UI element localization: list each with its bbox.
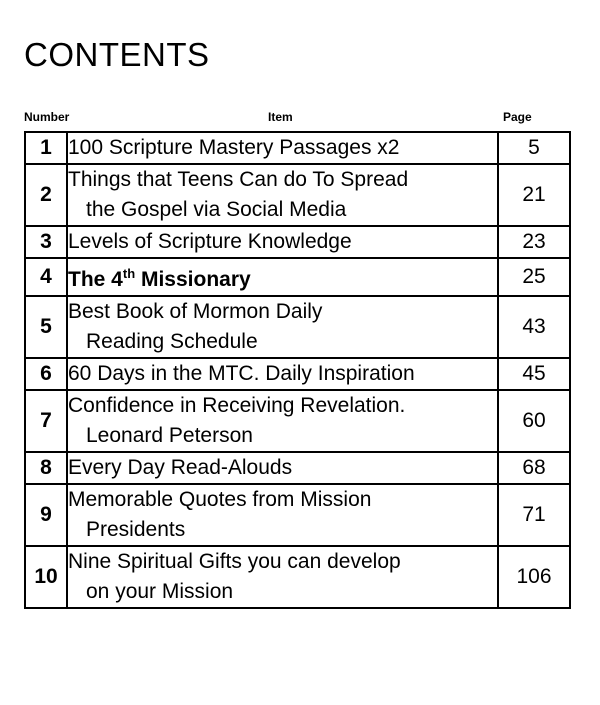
table-row <box>25 452 570 484</box>
row-item <box>67 452 498 484</box>
row-page: 68 <box>498 452 570 484</box>
column-header-item: Item <box>268 110 293 124</box>
row-item-line2: on your Mission <box>86 580 234 603</box>
row-item <box>67 296 498 358</box>
row-number: 2 <box>25 164 67 226</box>
row-page: 106 <box>498 546 570 608</box>
row-number: 8 <box>25 452 67 484</box>
table-row <box>25 226 570 258</box>
table-row <box>25 358 570 390</box>
row-item-line1: The 4 <box>68 268 123 291</box>
table-row <box>25 296 570 358</box>
row-number: 10 <box>25 546 67 608</box>
column-header-page: Page <box>503 110 532 124</box>
row-number: 1 <box>25 132 67 164</box>
table-row <box>25 132 570 164</box>
row-item <box>67 164 498 226</box>
row-item-line2: Reading Schedule <box>86 330 258 353</box>
row-page: 45 <box>498 358 570 390</box>
row-number: 6 <box>25 358 67 390</box>
row-item-line1: Memorable Quotes from Mission <box>68 488 372 511</box>
row-item-line1: Nine Spiritual Gifts you can develop <box>68 550 401 573</box>
row-item-line2: Presidents <box>86 518 186 541</box>
row-page: 60 <box>498 390 570 452</box>
row-number: 4 <box>25 258 67 296</box>
row-page: 43 <box>498 296 570 358</box>
row-item-line1: 100 Scripture Mastery Passages x2 <box>68 136 400 159</box>
row-item <box>67 390 498 452</box>
row-item <box>67 358 498 390</box>
row-page: 21 <box>498 164 570 226</box>
row-item-line1: Things that Teens Can do To Spread <box>68 168 409 191</box>
table-row <box>25 390 570 452</box>
row-item <box>67 226 498 258</box>
row-item-line1: Every Day Read-Alouds <box>68 456 293 479</box>
column-header-number: Number <box>24 110 70 124</box>
row-item-line1: Best Book of Mormon Daily <box>68 300 323 323</box>
row-item-line2: the Gospel via Social Media <box>86 198 347 221</box>
table-row <box>25 258 570 296</box>
row-item <box>67 132 498 164</box>
row-item-line2: Leonard Peterson <box>86 424 253 447</box>
table-row <box>25 546 570 608</box>
row-number: 3 <box>25 226 67 258</box>
row-item-line1: Confidence in Receiving Revelation. <box>68 394 406 417</box>
page-title: CONTENTS <box>24 36 210 73</box>
row-number: 9 <box>25 484 67 546</box>
row-item-superscript: th <box>122 266 136 281</box>
row-page: 25 <box>498 258 570 296</box>
row-item-line1-after: Missionary <box>135 268 251 291</box>
row-item-line1: Levels of Scripture Knowledge <box>68 230 352 253</box>
row-number: 5 <box>25 296 67 358</box>
row-item-line1: 60 Days in the MTC. Daily Inspiration <box>68 362 415 385</box>
row-page: 71 <box>498 484 570 546</box>
row-item <box>67 258 498 296</box>
table-row <box>25 484 570 546</box>
contents-table <box>24 131 571 609</box>
row-item <box>67 546 498 608</box>
row-page: 23 <box>498 226 570 258</box>
row-number: 7 <box>25 390 67 452</box>
row-page: 5 <box>498 132 570 164</box>
row-item <box>67 484 498 546</box>
table-row <box>25 164 570 226</box>
